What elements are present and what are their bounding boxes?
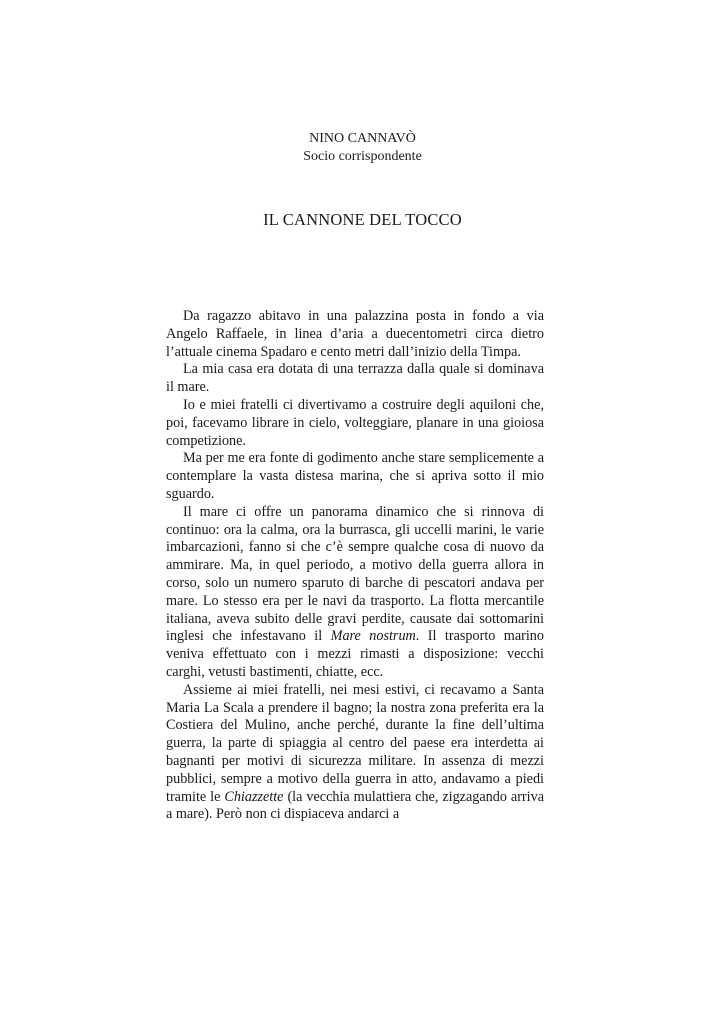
paragraph-text: . Il trasporto marino veniva effettuato con i mezzi rimasti a disposizione: vecchi carghi, vetusti bastimenti, chiatte, ecc. [166,628,544,680]
paragraph: Ma per me era fonte di godimento anche stare semplicemente a contemplare la vasta distesa marina, che si apriva sotto il mio sguardo. [166,450,544,502]
paragraph-text: Assieme ai miei fratelli, nei mesi estivi, ci recavamo a Santa Maria La Scala a prendere il bagno; la nostra zona preferita era la Costiera del Mulino, anche perché, durante la fine dell’ultima guerra, la parte di spiaggia al centro del paese era interdetta ai bagnanti per motivi di sicurezza militare. In assenza di mezzi pubblici, sempre a motivo della guerra in atto, andavamo a piedi tramite le [166,681,544,805]
article-title: IL CANNONE DEL TOCCO [263,210,462,229]
paragraph [166,682,544,824]
paragraph: Io e miei fratelli ci divertivamo a costruire degli aquiloni che, poi, facevamo librare in cielo, volteggiare, planare in una gioiosa competizione. [166,396,544,449]
paragraph: La mia casa era dotata di una terrazza dalla quale si dominava il mare. [166,361,544,396]
author-block [0,130,725,166]
italic-term: Chiazzette [224,788,284,805]
author-role: Socio corrispondente [303,149,422,164]
author-name: NINO CANNAVÒ [309,131,416,146]
paragraph [166,504,544,682]
article-body [166,308,544,824]
italic-term: Mare nostrum [330,628,416,645]
paragraph-text: Il mare ci offre un panorama dinamico che si rinnova di continuo: ora la calma, ora la burrasca, gli uccelli marini, le varie imbarcazioni, fanno si che c’è sempre qualche cosa di nuovo da ammirare. Ma, in quel periodo, a motivo della guerra allora in corso, solo un numero sparuto di barche di pescatori andava per mare. Lo stesso era per le navi da trasporto. La flotta mercantile italiana, aveva subito delle gravi perdite, causate dai sottomarini inglesi che infestavano il [166,503,544,645]
paragraph-text: (la vecchia mulattiera che, zigzagando arriva a mare). Però non ci dispiaceva andarci a [166,788,544,823]
paragraph: Da ragazzo abitavo in una palazzina posta in fondo a via Angelo Raffaele, in linea d’aria a duecentometri circa dietro l’attuale cinema Spadaro e cento metri dall’inizio della Timpa. [166,308,544,360]
